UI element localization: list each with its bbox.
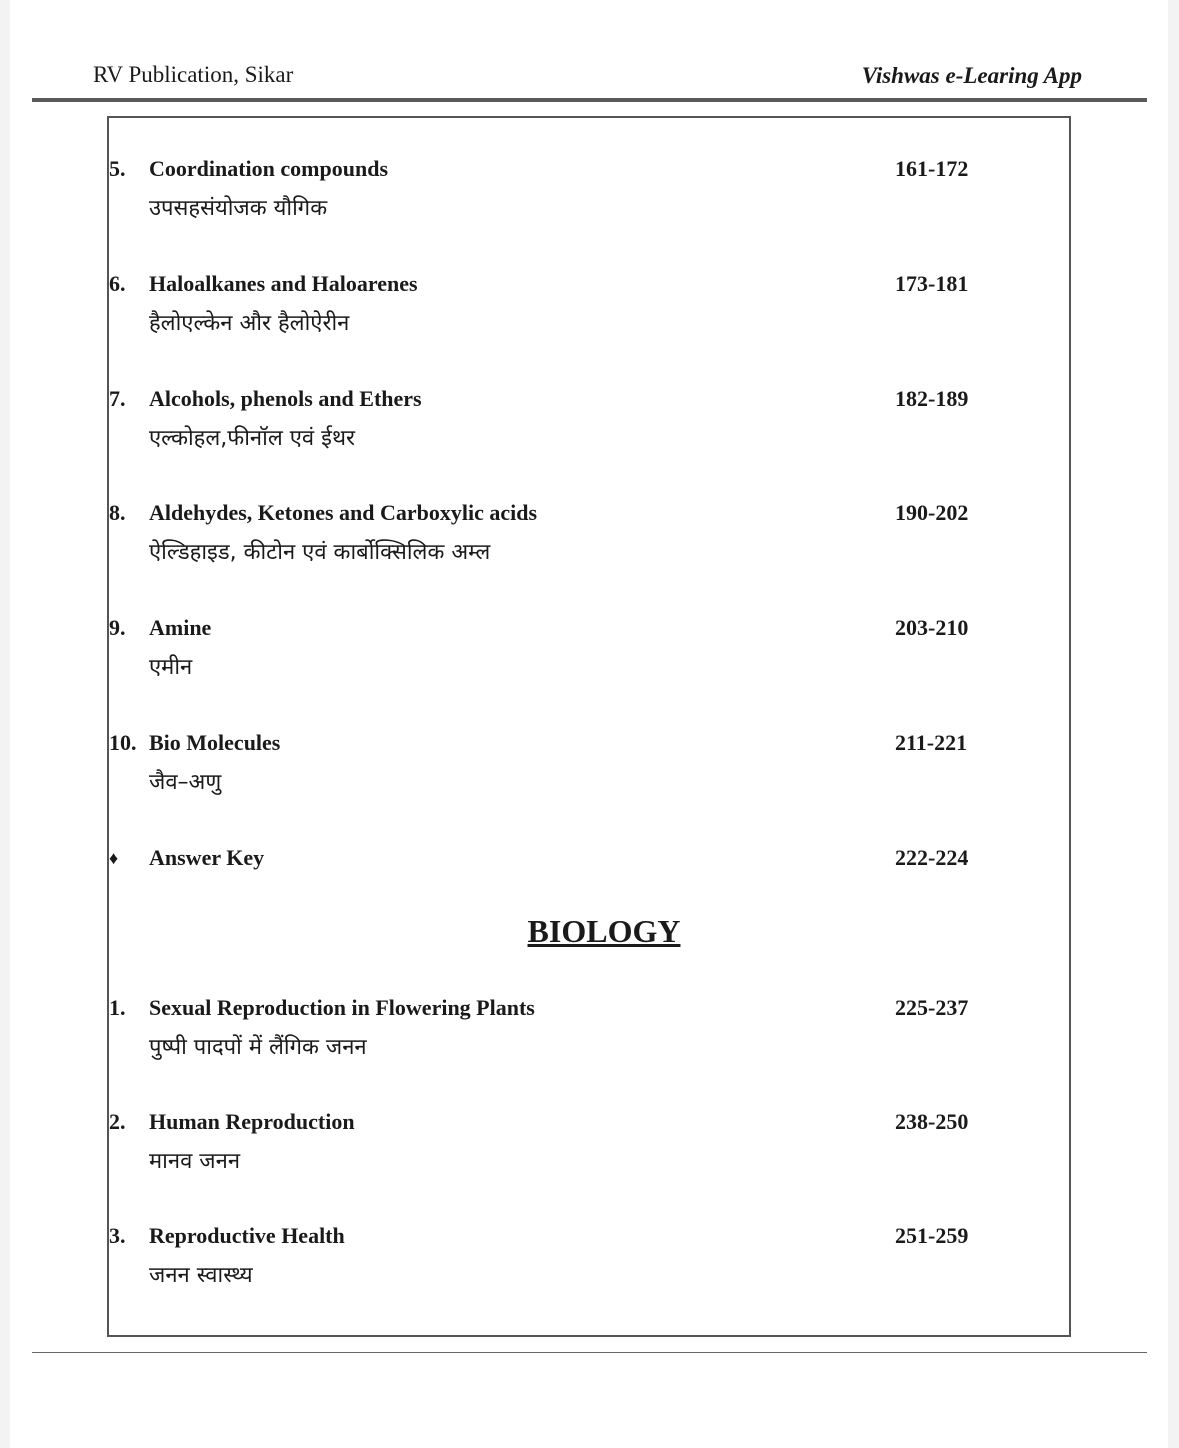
entry-pages: 182-189 [895,386,969,411]
entry-title: Human Reproduction [149,1109,355,1134]
entry-title: Reproductive Health [149,1223,345,1248]
entry-pages: 190-202 [895,500,969,525]
entry-number: 9. [109,615,126,640]
contents-box [107,116,1071,1337]
entry-pages: 238-250 [895,1109,969,1134]
section-heading-biology: BIOLOGY [527,913,681,949]
header-publisher: RV Publication, Sikar [93,62,294,87]
entry-pages: 225-237 [895,995,969,1020]
entry-number: 2. [109,1109,126,1134]
entry-pages: 161-172 [895,156,969,181]
entry-title: Bio Molecules [149,730,281,755]
entry-title: Alcohols, phenols and Ethers [149,386,422,411]
footer-divider [32,1352,1147,1353]
bullet-diamond-icon: ♦ [109,848,119,868]
entry-hindi-title: जैव–अणु [149,770,222,795]
entry-hindi-title: ऐल्डिहाइड, कीटोन एवं कार्बोक्सिलिक अम्ल [149,540,491,565]
entry-title: Amine [149,615,212,640]
entry-number: 7. [109,386,126,411]
entry-hindi-title: हैलोएल्केन और हैलोऐरीन [149,311,350,336]
entry-hindi-title: मानव जनन [149,1149,241,1174]
entry-title: Aldehydes, Ketones and Carboxylic acids [149,500,538,525]
entry-number: 1. [109,995,126,1020]
entry-number: 8. [109,500,126,525]
entry-pages: 211-221 [895,730,968,755]
entry-hindi-title: जनन स्वास्थ्य [149,1263,253,1288]
entry-hindi-title: पुष्पी पादपों में लैंगिक जनन [149,1035,367,1060]
entry-title: Coordination compounds [149,156,389,181]
entry-pages: 222-224 [895,845,969,870]
entry-pages: 173-181 [895,271,969,296]
header-divider [32,98,1147,102]
entry-hindi-title: एल्कोहल,फीनॉल एवं ईथर [149,426,356,451]
entry-number: 5. [109,156,126,181]
entry-title: Haloalkanes and Haloarenes [149,271,418,296]
document-page [10,0,1168,1448]
header-app-name: Vishwas e-Learing App [861,63,1082,88]
entry-pages: 203-210 [895,615,969,640]
entry-number: 6. [109,271,126,296]
entry-hindi-title: उपसहसंयोजक यौगिक [149,196,328,221]
entry-pages: 251-259 [895,1223,969,1248]
entry-title: Answer Key [149,845,265,870]
entry-title: Sexual Reproduction in Flowering Plants [149,995,535,1020]
entry-hindi-title: एमीन [149,655,193,680]
entry-number: 3. [109,1223,126,1248]
entry-number: 10. [109,730,137,755]
